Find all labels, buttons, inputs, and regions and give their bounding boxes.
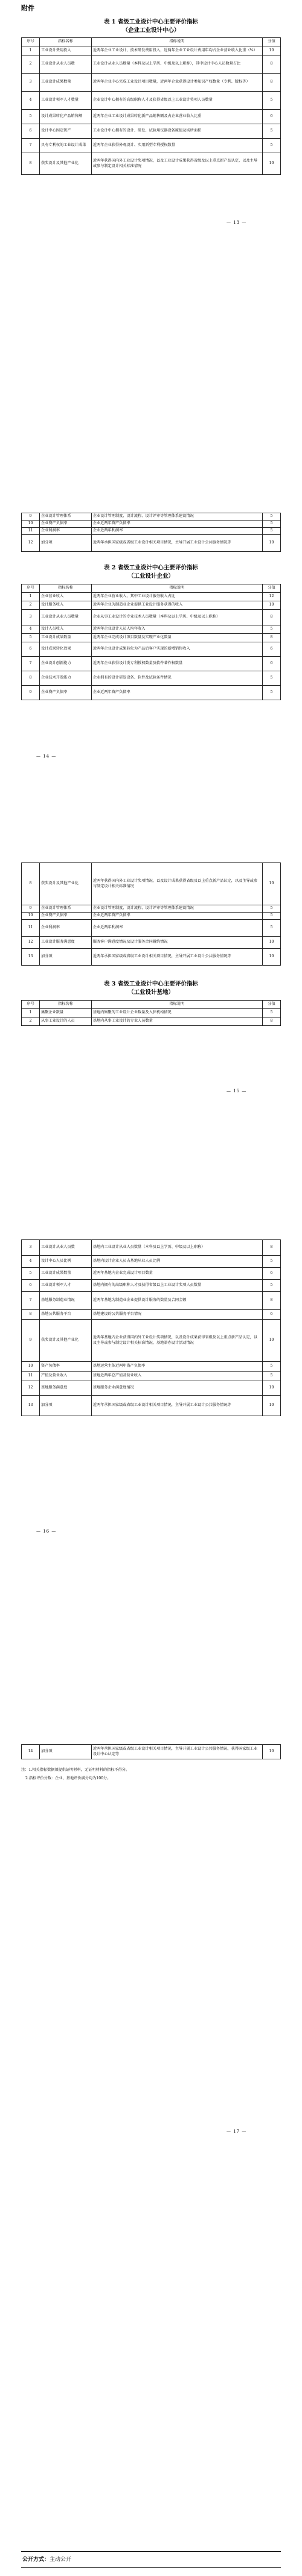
row-number: 11 [22, 528, 40, 535]
indicator-description: 近两年企业工业设计成果转化新产品销售额及占企业营业收入比重 [91, 110, 262, 124]
table-row [22, 1381, 281, 1396]
indicator-description: 企业设计管理制度、设计流程、设计评审等管理体系建设情况 [91, 513, 262, 521]
table-row [22, 513, 281, 521]
indicator-score: 6 [262, 642, 280, 657]
table-row [22, 1256, 281, 1268]
indicator-score: 5 [262, 1009, 280, 1017]
row-number: 12 [22, 937, 40, 949]
table-row [22, 1280, 281, 1292]
table-row [22, 1396, 281, 1416]
indicator-description: 企业近两年资产负债率 [91, 913, 262, 920]
indicator-name: 企业利润率 [40, 920, 92, 937]
row-number: 6 [22, 124, 40, 139]
table-row [22, 905, 281, 913]
table3-eval [21, 1000, 281, 1026]
row-number: 3 [22, 610, 40, 625]
table2-eval [21, 584, 281, 700]
row-number: 6 [22, 1280, 40, 1292]
attachment-label: 附件 [21, 4, 34, 12]
table-row [22, 657, 281, 671]
table-row [22, 937, 281, 949]
row-number: 7 [22, 657, 40, 671]
table-row [22, 686, 281, 700]
indicator-score: 5 [262, 1372, 280, 1381]
indicator-name: 企业资产负债率 [40, 521, 92, 528]
column-header: 分值 [262, 38, 280, 46]
row-number: 4 [22, 625, 40, 634]
indicator-score: 5 [262, 513, 280, 521]
indicator-name: 企业设计管理体系 [40, 513, 92, 521]
indicator-description: 企业近两年资产负债率 [91, 521, 262, 528]
table-row [22, 625, 281, 634]
row-number: 1 [22, 1009, 40, 1017]
indicator-description: 近两年获得国内外工业设计奖项情况，以及设计成果获得省级及以上重点新产品认定，以及主导或参与制定设计相关标准情况 [91, 863, 262, 905]
row-number: 9 [22, 1320, 40, 1362]
indicator-name: 加分项 [40, 949, 92, 966]
table-row [22, 1268, 281, 1280]
table-row [22, 1017, 281, 1026]
indicator-description: 近两年企业获得外观设计、实用新型专利授权数量 [91, 139, 262, 153]
row-number: 3 [22, 74, 40, 92]
page-number: — 13 — [226, 220, 247, 225]
row-number: 2 [22, 55, 40, 74]
table3-eval-continued [21, 1744, 281, 1759]
indicator-score: 10 [262, 535, 280, 552]
column-header: 指标说明 [91, 1001, 262, 1009]
table-row [22, 601, 281, 610]
table-row [22, 863, 281, 905]
table-row [22, 610, 281, 625]
indicator-name: 获奖设计及其他产业化 [40, 863, 92, 905]
row-number: 8 [22, 153, 40, 175]
indicator-name: 工业设计服务满意度 [40, 937, 92, 949]
table-row [22, 593, 281, 601]
indicator-score: 5 [262, 1256, 280, 1268]
indicator-description: 工业设计中心拥有的设计、研发、试验用仪器设备原值及场所面积 [91, 124, 262, 139]
table-row [22, 528, 281, 535]
indicator-score: 8 [262, 1017, 280, 1026]
row-number: 9 [22, 686, 40, 700]
indicator-description: 基地运营主体近两年资产负债率 [91, 1362, 262, 1372]
indicator-score: 10 [262, 1396, 280, 1416]
indicator-description: 近两年企业营业收入，其中工业设计服务收入占比 [91, 593, 262, 601]
indicator-name: 设计中心人员比例 [40, 1256, 92, 1268]
row-number: 11 [22, 920, 40, 937]
indicator-score: 10 [262, 46, 280, 55]
indicator-description: 近两年承担国家级或省级工业设计相关项目情况，主导开展工业设计公共服务情况等 [91, 535, 262, 552]
note-line-2: 2.指标评价分数：企业、基地评价满分均为100分。 [25, 1776, 111, 1780]
table-row [22, 1372, 281, 1381]
indicator-name: 工业设计从业人员数 [40, 55, 92, 74]
indicator-name: 企业设计创新能力 [40, 657, 92, 671]
row-number: 2 [22, 601, 40, 610]
indicator-description: 基地内工业设计从业人员数量（本科及以上学历、中级及以上职称） [91, 1240, 262, 1256]
indicator-description: 近两年企业获得设计类专利授权数量及软件著作权数量 [91, 657, 262, 671]
indicator-score: 6 [262, 110, 280, 124]
note-line-1: 注：1.相关指标数据须提供证明材料，无证明材料的指标不得分。 [21, 1768, 130, 1772]
indicator-description: 近两年企业设计成果转化为产品后客户实现的新增销售收入 [91, 642, 262, 657]
indicator-score: 10 [262, 949, 280, 966]
indicator-score: 5 [262, 1280, 280, 1292]
indicator-name: 基地公共服务平台 [40, 1310, 92, 1320]
indicator-description: 基地内设计企业人员占基地从业人员比例 [91, 1256, 262, 1268]
indicator-name: 获奖设计及其他产业化 [40, 153, 92, 175]
indicator-name: 企业资产负债率 [40, 686, 92, 700]
indicator-score: 5 [262, 1362, 280, 1372]
indicator-score: 6 [262, 1268, 280, 1280]
indicator-name: 产值及营业收入 [40, 1372, 92, 1381]
indicator-score: 8 [262, 610, 280, 625]
table-header-row [22, 1001, 281, 1009]
indicator-score: 5 [262, 905, 280, 913]
indicator-description: 基地内从事工业设计的专业人员数量 [91, 1017, 262, 1026]
table-row [22, 1009, 281, 1017]
row-number: 13 [22, 1396, 40, 1416]
column-header: 指标名称 [40, 584, 92, 593]
indicator-score: 8 [262, 1292, 280, 1310]
indicator-description: 基地内拥有的高级职称人才及获得省级以上工业设计奖项人员数量 [91, 1280, 262, 1292]
indicator-score: 10 [262, 601, 280, 610]
row-number: 10 [22, 913, 40, 920]
indicator-description: 企业近两年利润率 [91, 528, 262, 535]
table3-eval-continued [21, 1239, 281, 1416]
table-row [22, 1362, 281, 1372]
table-row [22, 1745, 281, 1759]
column-header: 序号 [22, 584, 40, 593]
column-header: 序号 [22, 1001, 40, 1009]
indicator-score: 5 [262, 139, 280, 153]
indicator-score: 5 [262, 124, 280, 139]
row-number: 7 [22, 1292, 40, 1310]
indicator-score: 5 [262, 920, 280, 937]
table1-eval [21, 37, 281, 175]
indicator-description: 基地建设的公共服务平台情况 [91, 1310, 262, 1320]
indicator-score: 10 [262, 863, 280, 905]
row-number: 4 [22, 1256, 40, 1268]
table-row [22, 153, 281, 175]
disclosure-line [22, 2555, 71, 2563]
indicator-score: 10 [262, 1745, 280, 1759]
indicator-description: 企业设计中心拥有的高级职称人才及获得省级以上工业设计奖项人员数量 [91, 92, 262, 110]
table-row [22, 642, 281, 657]
indicator-name: 加分项 [40, 535, 92, 552]
indicator-description: 服务客户满意度情况及设计服务合同履约情况 [91, 937, 262, 949]
row-number: 11 [22, 1372, 40, 1381]
indicator-description: 基地内集聚的工业设计企业数量及入驻机构情况 [91, 1009, 262, 1017]
indicator-score: 6 [262, 1310, 280, 1320]
disclosure-value: 主动公开 [50, 2557, 72, 2563]
indicator-description: 近两年基地为制造业企业提供设计服务的数量及合同金额 [91, 1292, 262, 1310]
table-header-row [22, 38, 281, 46]
table-row [22, 1320, 281, 1362]
table3-title: 表 3 省级工业设计中心主要评价指标 （工业设计基地） [104, 981, 198, 996]
indicator-score: 5 [262, 521, 280, 528]
table-row [22, 124, 281, 139]
indicator-name: 集聚企业数量 [40, 1009, 92, 1017]
indicator-score: 10 [262, 153, 280, 175]
indicator-score: 5 [262, 686, 280, 700]
page-number: — 16 — [36, 1529, 57, 1534]
row-number: 7 [22, 139, 40, 153]
indicator-description: 近两年企业设计人员人均年收入 [91, 625, 262, 634]
indicator-name: 基地服务制造业情况 [40, 1292, 92, 1310]
indicator-name: 工业设计领军人才数量 [40, 92, 92, 110]
column-header: 指标名称 [40, 1001, 92, 1009]
table1-title: 表 1 省级工业设计中心主要评价指标 （企业工业设计中心） [104, 19, 198, 34]
indicator-name: 工业设计从业人员数 [40, 1240, 92, 1256]
indicator-name: 设计成果转化产品销售额 [40, 110, 92, 124]
indicator-description: 近两年基地内企业完成设计项目数量 [91, 1268, 262, 1280]
table-row [22, 920, 281, 937]
indicator-name: 工业设计成果数量 [40, 74, 92, 92]
row-number: 10 [22, 521, 40, 528]
row-number: 5 [22, 110, 40, 124]
indicator-description: 近两年企业完成设计项目数量及实现产业化数量 [91, 634, 262, 642]
table1-eval-continued [21, 513, 281, 552]
indicator-description: 基地近两年总产值及营业收入 [91, 1372, 262, 1381]
indicator-name: 设计成果转化效果 [40, 642, 92, 657]
indicator-name: 工业设计成果数量 [40, 634, 92, 642]
table-row [22, 1292, 281, 1310]
table-row [22, 46, 281, 55]
indicator-score: 6 [262, 657, 280, 671]
indicator-score: 8 [262, 1240, 280, 1256]
column-header: 分值 [262, 1001, 280, 1009]
indicator-name: 资产负债率 [40, 1362, 92, 1372]
indicator-description: 企业从事工业设计的专业技术人员数量（本科及以上学历、中级及以上职称） [91, 610, 262, 625]
row-number: 8 [22, 1310, 40, 1320]
indicator-score: 8 [262, 74, 280, 92]
indicator-name: 企业利润率 [40, 528, 92, 535]
indicator-name: 具有专利权的工业设计成果 [40, 139, 92, 153]
indicator-description: 近两年承担国家级或省级工业设计相关项目情况，主导开展工业设计公共服务情况等 [91, 1396, 262, 1416]
indicator-name: 设计服务收入 [40, 601, 92, 610]
column-header: 指标说明 [91, 584, 262, 593]
table-row [22, 1310, 281, 1320]
indicator-name: 工业设计费用投入 [40, 46, 92, 55]
row-number: 12 [22, 1381, 40, 1396]
row-number: 4 [22, 92, 40, 110]
indicator-description: 工业设计从业人员数量（本科及以上学历、中级及以上职称），其中设计中心人员数量占比 [91, 55, 262, 74]
row-number: 2 [22, 1017, 40, 1026]
indicator-score: 5 [262, 913, 280, 920]
indicator-score: 8 [262, 55, 280, 74]
indicator-name: 获奖设计及其他产业化 [40, 1320, 92, 1362]
indicator-score: 10 [262, 937, 280, 949]
indicator-score: 12 [262, 593, 280, 601]
row-number: 10 [22, 1362, 40, 1372]
indicator-description: 近两年企业为制造业企业提供工业设计服务获得的收入 [91, 601, 262, 610]
table-row [22, 521, 281, 528]
page-number: — 14 — [36, 754, 57, 759]
row-number: 5 [22, 1268, 40, 1280]
page-number: — 17 — [226, 2129, 247, 2134]
row-number: 12 [22, 535, 40, 552]
page-number: — 15 — [226, 1089, 247, 1093]
indicator-description: 近两年承担国家级或省级工业设计相关项目情况，主导开展工业设计公共服务情况等 [91, 949, 262, 966]
indicator-name: 从事工业设计的人员 [40, 1017, 92, 1026]
indicator-name: 加分项 [40, 1745, 92, 1759]
table-row [22, 139, 281, 153]
row-number: 9 [22, 905, 40, 913]
indicator-description: 基地服务企业满意度情况 [91, 1381, 262, 1396]
row-number: 8 [22, 671, 40, 686]
column-header: 序号 [22, 38, 40, 46]
indicator-description: 近两年基地内企业获得国内外工业设计奖项情况，以及设计成果获得省级及以上重点新产品认定，以及主导或参与制定设计相关标准情况，基地举办设计活动情况 [91, 1320, 262, 1362]
row-number: 14 [22, 1745, 40, 1759]
row-number: 5 [22, 634, 40, 642]
indicator-description: 企业近两年利润率 [91, 920, 262, 937]
indicator-score: 5 [262, 528, 280, 535]
row-number: 8 [22, 863, 40, 905]
table-row [22, 74, 281, 92]
indicator-name: 设计人员收入 [40, 625, 92, 634]
table-row [22, 949, 281, 966]
table2-title: 表 2 省级工业设计中心主要评价指标 （工业设计企业） [104, 565, 198, 580]
table-row [22, 92, 281, 110]
indicator-score: 8 [262, 634, 280, 642]
indicator-name: 企业营业收入 [40, 593, 92, 601]
row-number: 6 [22, 642, 40, 657]
table-row [22, 913, 281, 920]
table-row [22, 671, 281, 686]
row-number: 3 [22, 1240, 40, 1256]
indicator-name: 工业设计从业人员数量 [40, 610, 92, 625]
row-number: 1 [22, 46, 40, 55]
indicator-description: 近两年获得国内外工业设计奖项情况，以及工业设计成果获得省级及以上重点新产品认定，以及主导或参与制定设计相关标准情况 [91, 153, 262, 175]
table-row [22, 110, 281, 124]
indicator-name: 加分项 [40, 1396, 92, 1416]
indicator-name: 企业资产负债率 [40, 913, 92, 920]
indicator-name: 基地服务满意度 [40, 1381, 92, 1396]
indicator-description: 企业近两年资产负债率 [91, 686, 262, 700]
indicator-score: 5 [262, 92, 280, 110]
indicator-score: 5 [262, 625, 280, 634]
indicator-score: 5 [262, 671, 280, 686]
table-row [22, 55, 281, 74]
table-row [22, 1240, 281, 1256]
row-number: 1 [22, 593, 40, 601]
indicator-description: 近两年企业工业设计、技术研发费用投入，近两年企业工业设计费用年均占企业营业收入比重（%） [91, 46, 262, 55]
row-number: 9 [22, 513, 40, 521]
table-row [22, 634, 281, 642]
column-header: 指标说明 [91, 38, 262, 46]
indicator-name: 设计中心固定资产 [40, 124, 92, 139]
indicator-name: 企业设计管理体系 [40, 905, 92, 913]
table2-eval-continued [21, 862, 281, 966]
disclosure-label: 公开方式： [22, 2557, 50, 2563]
indicator-score: 10 [262, 1381, 280, 1396]
indicator-score: 10 [262, 1320, 280, 1362]
indicator-description: 近两年企业中心完成工业设计项目数量，近两年企业获得设计类知识产权数量（专利、版权等） [91, 74, 262, 92]
column-header: 指标名称 [40, 38, 92, 46]
indicator-name: 工业设计成果数量 [40, 1268, 92, 1280]
row-number: 13 [22, 949, 40, 966]
indicator-name: 企业技术开发能力 [40, 671, 92, 686]
indicator-description: 近两年承担国家级或省级工业设计相关项目情况，主导开展工业设计公共服务情况，获得国家级工业设计中心认定等 [91, 1745, 262, 1759]
indicator-description: 企业设计管理制度、设计流程、设计评审等管理体系建设情况 [91, 905, 262, 913]
table-header-row [22, 584, 281, 593]
indicator-name: 工业设计领军人才 [40, 1280, 92, 1292]
indicator-description: 企业拥有的设计研发设备、软件及试验条件情况 [91, 671, 262, 686]
footer-rule [21, 2567, 281, 2568]
column-header: 分值 [262, 584, 280, 593]
footer-rule [21, 2551, 281, 2552]
table-row [22, 535, 281, 552]
